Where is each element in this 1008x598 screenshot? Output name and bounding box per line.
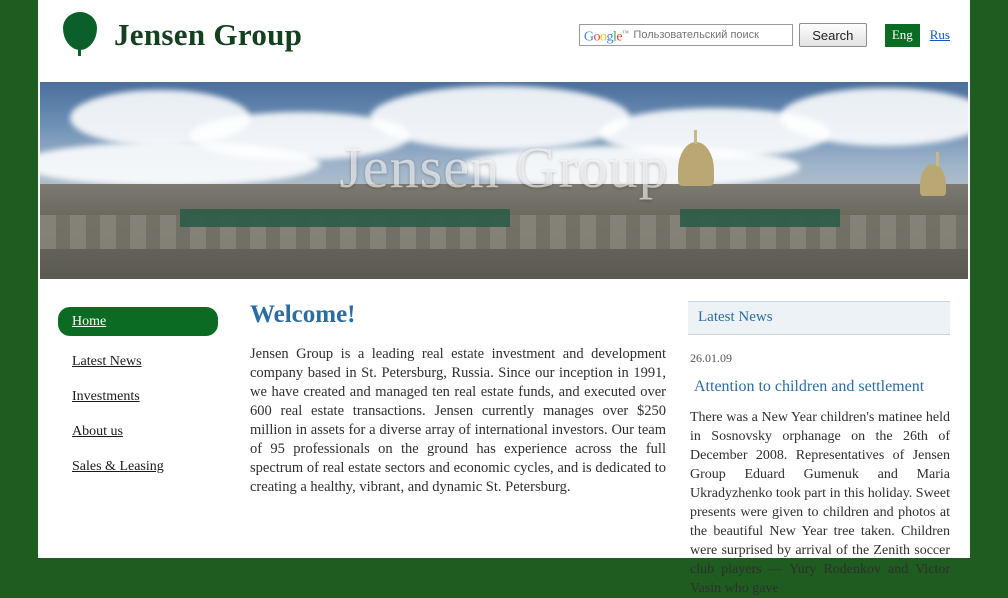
hero-title: Jensen Group bbox=[339, 135, 669, 200]
search-box[interactable] bbox=[579, 24, 793, 46]
sidebar-item-about-us[interactable] bbox=[58, 422, 238, 440]
leaf-logo-icon bbox=[60, 12, 102, 58]
sidebar-item-label[interactable]: Home bbox=[72, 314, 107, 329]
site-logo[interactable] bbox=[60, 12, 302, 58]
page-title: Welcome! bbox=[250, 301, 356, 328]
cloud-shape bbox=[460, 146, 800, 188]
page-container bbox=[38, 0, 970, 596]
site-header bbox=[38, 0, 970, 82]
hero-banner bbox=[40, 82, 968, 279]
news-headline-link[interactable]: Attention to children and settlement bbox=[694, 378, 925, 395]
main-column bbox=[238, 301, 688, 598]
hero-green-roof bbox=[680, 209, 840, 227]
search-input[interactable] bbox=[631, 28, 785, 42]
sidebar-item-label[interactable]: Latest News bbox=[72, 354, 142, 369]
latest-news-header: Latest News bbox=[688, 301, 950, 335]
sidebar-item-label[interactable]: About us bbox=[72, 424, 123, 439]
welcome-paragraph: Jensen Group is a leading real estate investment and development company based in St. Petersburg, Russia. Since our inception in 1991, we have created and managed ten real estate funds, and executed over 600 real estate transactions. Jensen currently manages over $250 million in assets for a diverse array of international investors. Our team of 95 professionals on the ground has experience across the full spectrum of real estate sectors and economic cycles, and is dedicated to creating a healthy, vibrant, and dynamic St. Petersburg. bbox=[250, 346, 666, 495]
search-area bbox=[579, 23, 950, 47]
sidebar-item-home[interactable] bbox=[58, 307, 218, 336]
hero-green-roof bbox=[180, 209, 510, 227]
sidebar-item-latest-news[interactable] bbox=[58, 352, 238, 370]
news-body: There was a New Year children's matinee held in Sosnovsky orphanage on the 26th of December 2008. Representatives of Jensen Group Eduard Gumenuk and Maria Ukradyzhenko took part in this holiday. Sweet presents were given to children and photos at the beautiful New Year tree taken. Children were surprised by arrival of the Zenith soccer club players — Yury Rodenkov and Victor Vasin who gave bbox=[690, 410, 950, 596]
search-button[interactable]: Search bbox=[799, 23, 867, 47]
latest-news-panel bbox=[688, 301, 950, 598]
content-area bbox=[38, 279, 970, 598]
sidebar-item-label[interactable]: Investments bbox=[72, 389, 140, 404]
sidebar-item-investments[interactable] bbox=[58, 387, 238, 405]
brand-name: Jensen Group bbox=[114, 17, 303, 52]
language-rus[interactable]: Rus bbox=[929, 27, 950, 42]
sidebar-item-sales-leasing[interactable] bbox=[58, 457, 238, 475]
google-logo-icon: Google™ bbox=[583, 28, 629, 45]
language-eng[interactable]: Eng bbox=[885, 24, 920, 47]
news-date: 26.01.09 bbox=[690, 351, 732, 365]
cloud-shape bbox=[370, 86, 630, 150]
sidebar-item-label[interactable]: Sales & Leasing bbox=[72, 459, 164, 474]
sidebar-nav bbox=[58, 301, 238, 598]
language-switcher bbox=[885, 24, 950, 47]
